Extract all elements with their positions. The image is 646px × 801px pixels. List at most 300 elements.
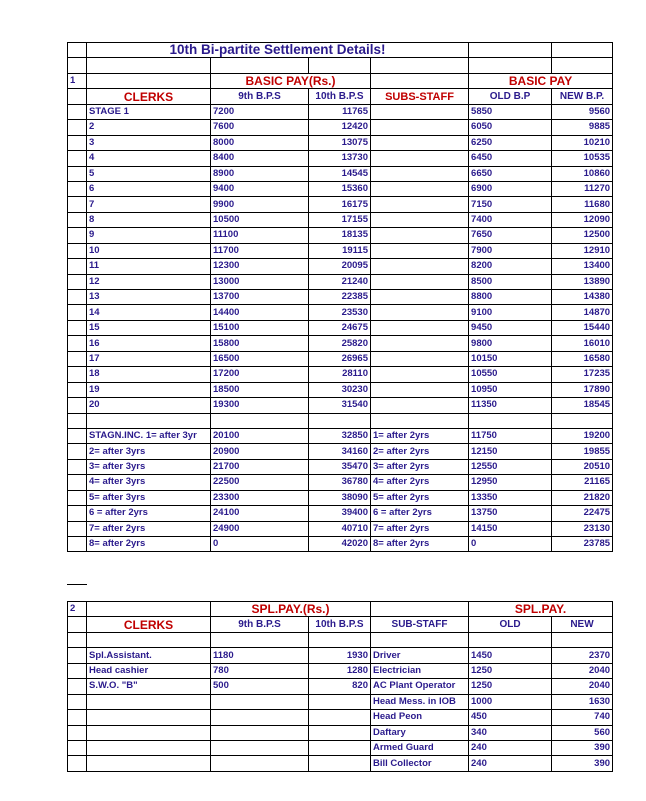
table-row bbox=[68, 398, 613, 413]
bps10-value: 12420 bbox=[309, 120, 371, 135]
substaff-stagnation-label: 5= after 2yrs bbox=[371, 490, 469, 505]
bps10-header: 10th B.P.S bbox=[309, 89, 371, 104]
bps10-value bbox=[309, 725, 371, 740]
old-value: 450 bbox=[469, 710, 552, 725]
empty-cell bbox=[469, 413, 552, 428]
empty-cell bbox=[371, 166, 469, 181]
bps10-value: 38090 bbox=[309, 490, 371, 505]
substaff-header: SUBS-STAFF bbox=[371, 89, 469, 104]
old-bp-value: 6050 bbox=[469, 120, 552, 135]
table-row bbox=[68, 710, 613, 725]
substaff-stagnation-label: 7= after 2yrs bbox=[371, 521, 469, 536]
empty-cell bbox=[68, 679, 87, 694]
table-row bbox=[68, 663, 613, 678]
table-row bbox=[68, 694, 613, 709]
new-bp-value: 9885 bbox=[552, 120, 613, 135]
stage-label: 7 bbox=[87, 197, 211, 212]
stage-label: 10 bbox=[87, 243, 211, 258]
old-header: OLD bbox=[469, 617, 552, 632]
bps10-value: 15360 bbox=[309, 181, 371, 196]
bps10-value: 18135 bbox=[309, 228, 371, 243]
old-bp-value: 8800 bbox=[469, 290, 552, 305]
old-bp-value: 13750 bbox=[469, 506, 552, 521]
bps10-value: 31540 bbox=[309, 398, 371, 413]
stagnation-label: 8= after 2yrs bbox=[87, 537, 211, 552]
bps10-value: 25820 bbox=[309, 336, 371, 351]
stage-label: 4 bbox=[87, 151, 211, 166]
bps9-value bbox=[211, 694, 309, 709]
bps10-value: 32850 bbox=[309, 428, 371, 443]
table-row bbox=[68, 166, 613, 181]
stage-label: 16 bbox=[87, 336, 211, 351]
bps10-value: 17155 bbox=[309, 212, 371, 227]
bps9-value: 14400 bbox=[211, 305, 309, 320]
stagnation-label: 4= after 3yrs bbox=[87, 475, 211, 490]
empty-cell bbox=[371, 135, 469, 150]
empty-cell bbox=[371, 320, 469, 335]
bps9-value: 500 bbox=[211, 679, 309, 694]
table-row bbox=[68, 104, 613, 119]
table-row bbox=[68, 135, 613, 150]
empty-cell bbox=[68, 259, 87, 274]
bps9-value: 17200 bbox=[211, 367, 309, 382]
clerk-post: S.W.O. "B" bbox=[87, 679, 211, 694]
old-bp-value: 9800 bbox=[469, 336, 552, 351]
empty-cell bbox=[68, 663, 87, 678]
empty-cell bbox=[371, 305, 469, 320]
empty-cell bbox=[371, 413, 469, 428]
table-row bbox=[68, 756, 613, 771]
bps9-value: 8400 bbox=[211, 151, 309, 166]
bps9-value: 24900 bbox=[211, 521, 309, 536]
table-row bbox=[68, 537, 613, 552]
bps10-value: 1930 bbox=[309, 648, 371, 663]
stage-label: 8 bbox=[87, 212, 211, 227]
old-value: 240 bbox=[469, 756, 552, 771]
bps10-value: 22385 bbox=[309, 290, 371, 305]
empty-cell bbox=[371, 290, 469, 305]
new-value: 390 bbox=[552, 740, 613, 755]
bps10-value: 14545 bbox=[309, 166, 371, 181]
stage-label: 17 bbox=[87, 351, 211, 366]
bps9-value: 780 bbox=[211, 663, 309, 678]
empty-cell bbox=[68, 710, 87, 725]
table-row bbox=[68, 382, 613, 397]
table-row bbox=[68, 521, 613, 536]
stage-label: 12 bbox=[87, 274, 211, 289]
stage-label: 2 bbox=[87, 120, 211, 135]
substaff-stagnation-label: 6 = after 2yrs bbox=[371, 506, 469, 521]
bps10-value: 24675 bbox=[309, 320, 371, 335]
basic-pay-header: BASIC PAY bbox=[469, 73, 613, 88]
empty-cell bbox=[68, 305, 87, 320]
empty-cell bbox=[68, 274, 87, 289]
stage-label: 15 bbox=[87, 320, 211, 335]
clerks-header: CLERKS bbox=[87, 617, 211, 632]
empty-cell bbox=[371, 351, 469, 366]
bps10-value bbox=[309, 756, 371, 771]
new-bp-value: 20510 bbox=[552, 459, 613, 474]
bps9-value: 0 bbox=[211, 537, 309, 552]
bps10-value: 19115 bbox=[309, 243, 371, 258]
empty-cell bbox=[68, 537, 87, 552]
spl-pay-header: SPL.PAY. bbox=[469, 602, 613, 617]
new-bp-value: 17890 bbox=[552, 382, 613, 397]
new-bp-value: 10535 bbox=[552, 151, 613, 166]
stage-label: STAGE 1 bbox=[87, 104, 211, 119]
bps9-value: 1180 bbox=[211, 648, 309, 663]
empty-cell bbox=[371, 212, 469, 227]
substaff-post: AC Plant Operator bbox=[371, 679, 469, 694]
stage-label: 6 bbox=[87, 181, 211, 196]
clerk-post bbox=[87, 725, 211, 740]
old-value: 340 bbox=[469, 725, 552, 740]
bps10-value: 42020 bbox=[309, 537, 371, 552]
bps10-value: 1280 bbox=[309, 663, 371, 678]
empty-cell bbox=[68, 336, 87, 351]
bps10-value: 40710 bbox=[309, 521, 371, 536]
old-bp-value: 11350 bbox=[469, 398, 552, 413]
old-bp-value: 5850 bbox=[469, 104, 552, 119]
table-row bbox=[68, 120, 613, 135]
old-bp-value: 7400 bbox=[469, 212, 552, 227]
empty-cell bbox=[68, 521, 87, 536]
old-bp-value: 8200 bbox=[469, 259, 552, 274]
substaff-post: Armed Guard bbox=[371, 740, 469, 755]
empty-cell bbox=[68, 166, 87, 181]
bps9-value: 23300 bbox=[211, 490, 309, 505]
old-value: 1250 bbox=[469, 679, 552, 694]
table-row bbox=[68, 290, 613, 305]
empty-cell bbox=[552, 413, 613, 428]
new-bp-value: 21165 bbox=[552, 475, 613, 490]
bps10-value: 820 bbox=[309, 679, 371, 694]
new-value: 1630 bbox=[552, 694, 613, 709]
bps9-value: 16500 bbox=[211, 351, 309, 366]
old-bp-value: 10550 bbox=[469, 367, 552, 382]
new-bp-value: 16010 bbox=[552, 336, 613, 351]
new-bp-value: 13890 bbox=[552, 274, 613, 289]
empty-cell bbox=[68, 197, 87, 212]
empty-cell bbox=[68, 428, 87, 443]
new-bp-header: NEW B.P. bbox=[552, 89, 613, 104]
bps10-value: 36780 bbox=[309, 475, 371, 490]
old-bp-value: 10150 bbox=[469, 351, 552, 366]
basic-pay-rs-header: BASIC PAY(Rs.) bbox=[211, 73, 371, 88]
old-bp-value: 6450 bbox=[469, 151, 552, 166]
old-value: 240 bbox=[469, 740, 552, 755]
substaff-post: Driver bbox=[371, 648, 469, 663]
new-bp-value: 14380 bbox=[552, 290, 613, 305]
new-bp-value: 16580 bbox=[552, 351, 613, 366]
bps9-value: 9400 bbox=[211, 181, 309, 196]
bps10-value bbox=[309, 710, 371, 725]
new-value: 2370 bbox=[552, 648, 613, 663]
table-row bbox=[68, 274, 613, 289]
empty-cell bbox=[371, 367, 469, 382]
new-bp-value: 15440 bbox=[552, 320, 613, 335]
empty-cell bbox=[68, 725, 87, 740]
empty-cell bbox=[68, 648, 87, 663]
substaff-post: Electrician bbox=[371, 663, 469, 678]
table-row bbox=[68, 305, 613, 320]
empty-cell bbox=[371, 274, 469, 289]
bps9-value: 11700 bbox=[211, 243, 309, 258]
new-bp-value: 19855 bbox=[552, 444, 613, 459]
stage-label: 19 bbox=[87, 382, 211, 397]
new-bp-value: 18545 bbox=[552, 398, 613, 413]
bps9-value: 15800 bbox=[211, 336, 309, 351]
stage-label: 18 bbox=[87, 367, 211, 382]
bps9-value: 9900 bbox=[211, 197, 309, 212]
bps9-value: 12300 bbox=[211, 259, 309, 274]
table-row bbox=[68, 367, 613, 382]
bps9-value: 20100 bbox=[211, 428, 309, 443]
substaff-post: Bill Collector bbox=[371, 756, 469, 771]
bps9-header: 9th B.P.S bbox=[211, 89, 309, 104]
new-value: 390 bbox=[552, 756, 613, 771]
old-bp-value: 10950 bbox=[469, 382, 552, 397]
empty-cell bbox=[309, 413, 371, 428]
bps10-value: 30230 bbox=[309, 382, 371, 397]
substaff-stagnation-label: 3= after 2yrs bbox=[371, 459, 469, 474]
empty-cell bbox=[68, 740, 87, 755]
old-bp-header: OLD B.P bbox=[469, 89, 552, 104]
bps10-value: 21240 bbox=[309, 274, 371, 289]
stagnation-label: 6 = after 2yrs bbox=[87, 506, 211, 521]
new-bp-value: 23130 bbox=[552, 521, 613, 536]
clerk-post bbox=[87, 710, 211, 725]
new-bp-value: 23785 bbox=[552, 537, 613, 552]
empty-cell bbox=[68, 104, 87, 119]
table-row bbox=[68, 428, 613, 443]
new-value: 2040 bbox=[552, 679, 613, 694]
bps9-value: 22500 bbox=[211, 475, 309, 490]
substaff-header: SUB-STAFF bbox=[371, 617, 469, 632]
bps10-value bbox=[309, 694, 371, 709]
empty-cell bbox=[371, 336, 469, 351]
new-bp-value: 13400 bbox=[552, 259, 613, 274]
old-bp-value: 12550 bbox=[469, 459, 552, 474]
table-row bbox=[68, 475, 613, 490]
old-bp-value: 0 bbox=[469, 537, 552, 552]
stage-label: 9 bbox=[87, 228, 211, 243]
empty-cell bbox=[68, 444, 87, 459]
new-bp-value: 9560 bbox=[552, 104, 613, 119]
bps9-value: 18500 bbox=[211, 382, 309, 397]
bps9-value: 13700 bbox=[211, 290, 309, 305]
stagnation-label: 7= after 2yrs bbox=[87, 521, 211, 536]
empty-cell bbox=[68, 398, 87, 413]
clerk-post: Spl.Assistant. bbox=[87, 648, 211, 663]
stage-label: 13 bbox=[87, 290, 211, 305]
bps9-value bbox=[211, 740, 309, 755]
old-bp-value: 11750 bbox=[469, 428, 552, 443]
old-bp-value: 7900 bbox=[469, 243, 552, 258]
old-bp-value: 7650 bbox=[469, 228, 552, 243]
bps9-value bbox=[211, 756, 309, 771]
new-bp-value: 11270 bbox=[552, 181, 613, 196]
table-row bbox=[68, 679, 613, 694]
empty-cell bbox=[371, 382, 469, 397]
empty-cell bbox=[371, 181, 469, 196]
substaff-post: Daftary bbox=[371, 725, 469, 740]
section-number: 2 bbox=[68, 602, 87, 617]
substaff-post: Head Peon bbox=[371, 710, 469, 725]
clerk-post bbox=[87, 756, 211, 771]
special-pay-table bbox=[67, 601, 613, 772]
stagnation-label: 5= after 3yrs bbox=[87, 490, 211, 505]
bps9-header: 9th B.P.S bbox=[211, 617, 309, 632]
clerks-header: CLERKS bbox=[87, 89, 211, 104]
bps9-value: 8900 bbox=[211, 166, 309, 181]
bps9-value: 7200 bbox=[211, 104, 309, 119]
old-bp-value: 6650 bbox=[469, 166, 552, 181]
empty-cell bbox=[68, 367, 87, 382]
table-row bbox=[68, 259, 613, 274]
bps9-value bbox=[211, 725, 309, 740]
new-header: NEW bbox=[552, 617, 613, 632]
empty-cell bbox=[371, 243, 469, 258]
bps10-value: 20095 bbox=[309, 259, 371, 274]
substaff-stagnation-label: 4= after 2yrs bbox=[371, 475, 469, 490]
basic-pay-table bbox=[67, 42, 613, 552]
clerk-post: Head cashier bbox=[87, 663, 211, 678]
table-row bbox=[68, 336, 613, 351]
bps10-value: 11765 bbox=[309, 104, 371, 119]
clerk-post bbox=[87, 740, 211, 755]
bps10-value: 13075 bbox=[309, 135, 371, 150]
empty-cell bbox=[68, 459, 87, 474]
stage-label: 20 bbox=[87, 398, 211, 413]
bps9-value: 8000 bbox=[211, 135, 309, 150]
empty-cell bbox=[371, 120, 469, 135]
old-bp-value: 8500 bbox=[469, 274, 552, 289]
new-bp-value: 12500 bbox=[552, 228, 613, 243]
substaff-stagnation-label: 2= after 2yrs bbox=[371, 444, 469, 459]
new-value: 740 bbox=[552, 710, 613, 725]
old-bp-value: 7150 bbox=[469, 197, 552, 212]
empty-cell bbox=[68, 756, 87, 771]
new-bp-value: 21820 bbox=[552, 490, 613, 505]
bps10-value: 39400 bbox=[309, 506, 371, 521]
table-row bbox=[68, 351, 613, 366]
empty-cell bbox=[68, 212, 87, 227]
empty-cell bbox=[68, 506, 87, 521]
bps9-value: 19300 bbox=[211, 398, 309, 413]
old-bp-value: 6250 bbox=[469, 135, 552, 150]
new-bp-value: 11680 bbox=[552, 197, 613, 212]
new-bp-value: 10860 bbox=[552, 166, 613, 181]
bps9-value: 21700 bbox=[211, 459, 309, 474]
table-row bbox=[68, 459, 613, 474]
old-bp-value: 9100 bbox=[469, 305, 552, 320]
table-row bbox=[68, 212, 613, 227]
table-row bbox=[68, 320, 613, 335]
empty-cell bbox=[68, 181, 87, 196]
clerk-post bbox=[87, 694, 211, 709]
empty-cell bbox=[68, 135, 87, 150]
substaff-post: Head Mess. in IOB bbox=[371, 694, 469, 709]
table-row bbox=[68, 243, 613, 258]
bps10-value: 13730 bbox=[309, 151, 371, 166]
new-bp-value: 22475 bbox=[552, 506, 613, 521]
empty-cell bbox=[371, 151, 469, 166]
empty-cell bbox=[371, 104, 469, 119]
bps9-value: 24100 bbox=[211, 506, 309, 521]
bps9-value: 15100 bbox=[211, 320, 309, 335]
empty-cell bbox=[211, 413, 309, 428]
bps10-value: 16175 bbox=[309, 197, 371, 212]
stage-label: 5 bbox=[87, 166, 211, 181]
table-row bbox=[68, 740, 613, 755]
blank-row bbox=[68, 413, 613, 428]
stage-label: 14 bbox=[87, 305, 211, 320]
bps9-value: 13000 bbox=[211, 274, 309, 289]
bps9-value: 7600 bbox=[211, 120, 309, 135]
substaff-stagnation-label: 8= after 2yrs bbox=[371, 537, 469, 552]
new-bp-value: 10210 bbox=[552, 135, 613, 150]
empty-cell bbox=[68, 382, 87, 397]
stagnation-label: 3= after 3yrs bbox=[87, 459, 211, 474]
empty-cell bbox=[87, 413, 211, 428]
table-row bbox=[68, 197, 613, 212]
table-row bbox=[68, 648, 613, 663]
divider bbox=[67, 584, 87, 585]
bps10-value bbox=[309, 740, 371, 755]
stagnation-label: STAGN.INC. 1= after 3yr bbox=[87, 428, 211, 443]
old-bp-value: 6900 bbox=[469, 181, 552, 196]
stage-label: 3 bbox=[87, 135, 211, 150]
old-bp-value: 12950 bbox=[469, 475, 552, 490]
bps10-value: 23530 bbox=[309, 305, 371, 320]
new-bp-value: 19200 bbox=[552, 428, 613, 443]
empty-cell bbox=[371, 398, 469, 413]
new-bp-value: 12090 bbox=[552, 212, 613, 227]
spl-pay-rs-header: SPL.PAY.(Rs.) bbox=[211, 602, 371, 617]
bps9-value bbox=[211, 710, 309, 725]
bps10-header: 10th B.P.S bbox=[309, 617, 371, 632]
new-bp-value: 12910 bbox=[552, 243, 613, 258]
bps9-value: 11100 bbox=[211, 228, 309, 243]
empty-cell bbox=[371, 228, 469, 243]
page-title: 10th Bi-partite Settlement Details! bbox=[87, 43, 469, 58]
old-bp-value: 14150 bbox=[469, 521, 552, 536]
table-row bbox=[68, 725, 613, 740]
old-bp-value: 13350 bbox=[469, 490, 552, 505]
new-value: 2040 bbox=[552, 663, 613, 678]
bps9-value: 10500 bbox=[211, 212, 309, 227]
old-value: 1000 bbox=[469, 694, 552, 709]
table-row bbox=[68, 228, 613, 243]
section-number: 1 bbox=[68, 73, 87, 88]
stagnation-label: 2= after 3yrs bbox=[87, 444, 211, 459]
old-bp-value: 9450 bbox=[469, 320, 552, 335]
empty-cell bbox=[68, 228, 87, 243]
empty-cell bbox=[68, 694, 87, 709]
empty-cell bbox=[371, 259, 469, 274]
old-value: 1250 bbox=[469, 663, 552, 678]
bps10-value: 34160 bbox=[309, 444, 371, 459]
bps10-value: 28110 bbox=[309, 367, 371, 382]
table-row bbox=[68, 490, 613, 505]
table-row bbox=[68, 444, 613, 459]
bps10-value: 26965 bbox=[309, 351, 371, 366]
empty-cell bbox=[68, 243, 87, 258]
empty-cell bbox=[68, 320, 87, 335]
empty-cell bbox=[68, 475, 87, 490]
table-row bbox=[68, 506, 613, 521]
